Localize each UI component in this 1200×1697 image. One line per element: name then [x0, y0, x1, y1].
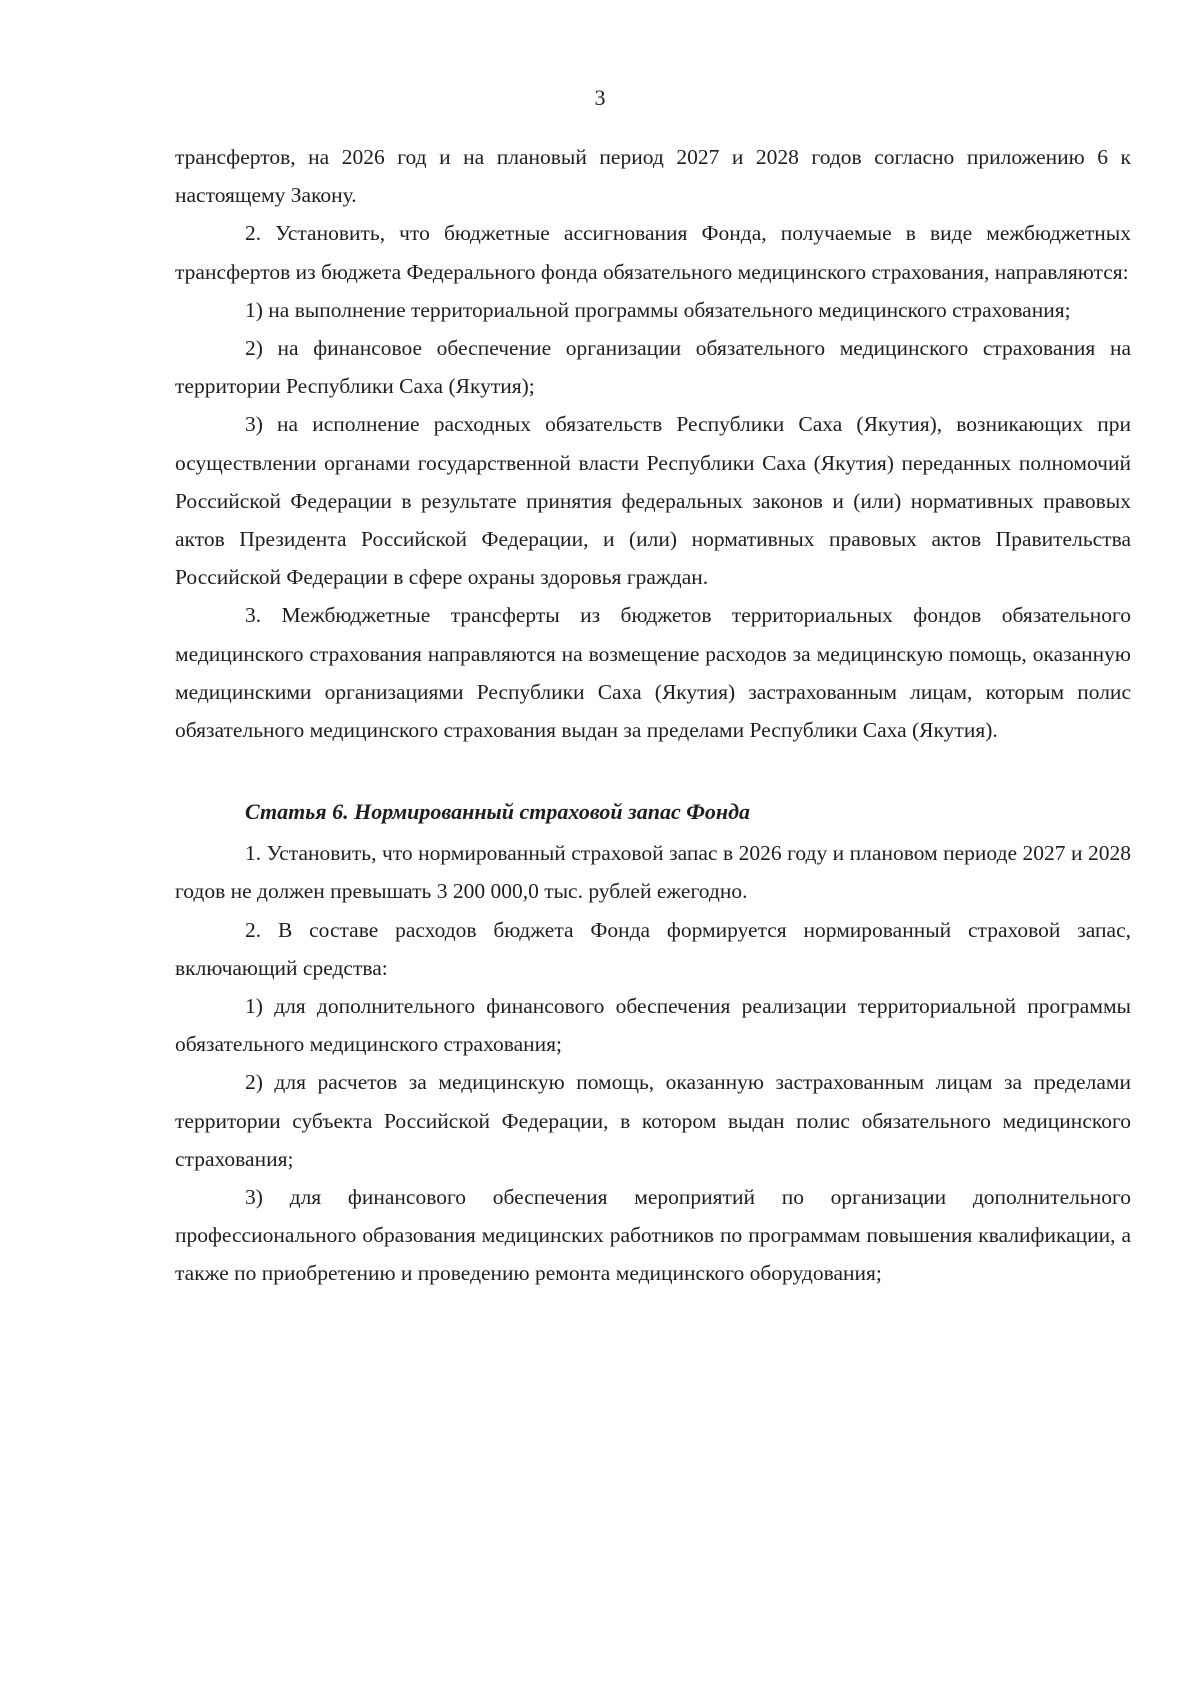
list-item: 3) для финансового обеспечения мероприятий по организации дополнительного профессионального образования медицинских работников по программам повышения квалификации, а также по приобретению и проведению ремонта медицинского оборудования;	[175, 1185, 1131, 1286]
list-item: 2) для расчетов за медицинскую помощь, оказанную застрахованным лицам за пределами территории субъекта Российской Федерации, в котором выдан полис обязательного медицинского страхования;	[175, 1070, 1131, 1171]
list-item: 1) для дополнительного финансового обеспечения реализации территориальной программы обязательного медицинского страхования;	[175, 994, 1131, 1057]
paragraph: 2. Установить, что бюджетные ассигнования Фонда, получаемые в виде межбюджетных трансфертов из бюджета Федерального фонда обязательного медицинского страхования, направляются:	[175, 221, 1131, 284]
article-heading: Статья 6. Нормированный страховой запас Фонда	[245, 799, 751, 825]
paragraph-continuation: трансфертов, на 2026 год и на плановый период 2027 и 2028 годов согласно приложению 6 к настоящему Закону.	[175, 145, 1131, 208]
paragraph: 3. Межбюджетные трансферты из бюджетов территориальных фондов обязательного медицинского страхования направляются на возмещение расходов за медицинскую помощь, оказанную медицинскими организациями Республики Саха (Якутия) застрахованным лицам, которым полис обязательного медицинского страхования выдан за пределами Республики Саха (Якутия).	[175, 603, 1131, 743]
list-item: 1) на выполнение территориальной программы обязательного медицинского страхования;	[245, 297, 1071, 322]
paragraph: 2. В составе расходов бюджета Фонда формируется нормированный страховой запас, включающий средства:	[175, 917, 1131, 980]
list-item: 3) на исполнение расходных обязательств Республики Саха (Якутия), возникающих при осуществлении органами государственной власти Республики Саха (Якутия) переданных полномочий Российской Федерации в результате принятия федеральных законов и (или) нормативных правовых актов Президента Российской Федерации, и (или) нормативных правовых актов Правительства Российской Федерации в сфере охраны здоровья граждан.	[175, 412, 1131, 590]
page-number: 3	[594, 85, 606, 110]
paragraph: 1. Установить, что нормированный страховой запас в 2026 году и плановом периоде 2027 и 2028 годов не должен превышать 3 200 000,0 тыс. рублей ежегодно.	[175, 841, 1131, 904]
list-item: 2) на финансовое обеспечение организации обязательного медицинского страхования на территории Республики Саха (Якутия);	[175, 336, 1131, 399]
document-body	[175, 138, 1131, 1293]
